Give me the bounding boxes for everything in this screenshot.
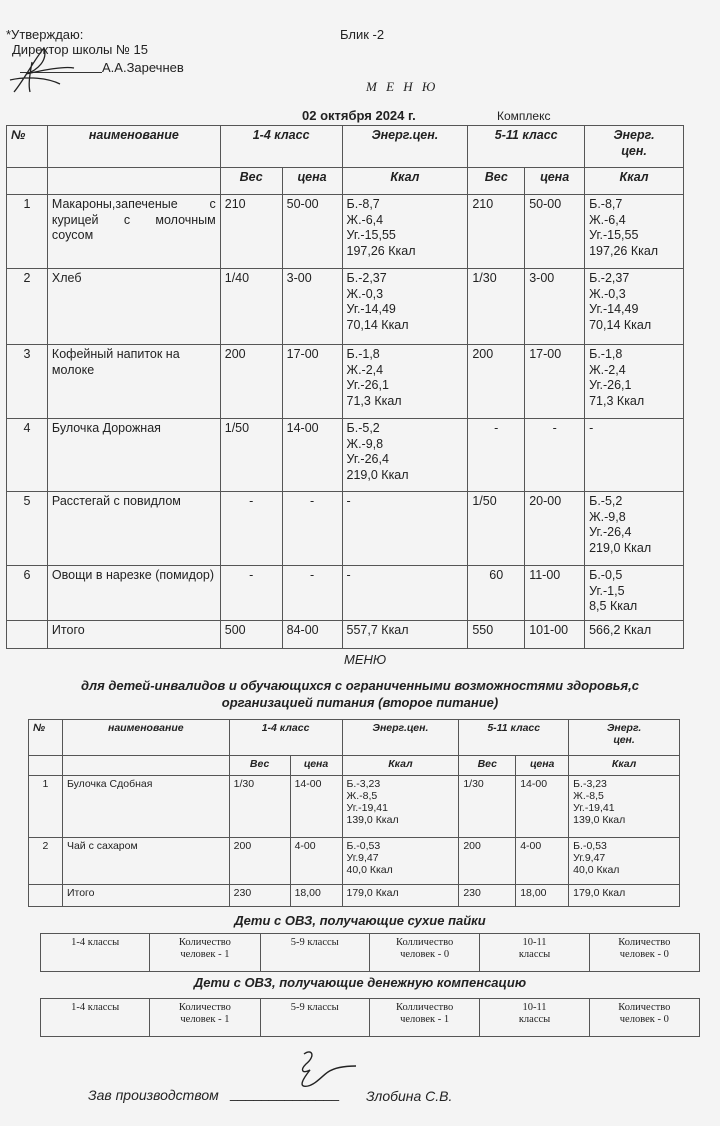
- price-1-4: 14-00: [282, 419, 342, 492]
- empty-cell: [7, 621, 48, 649]
- weight-1-4: -: [220, 566, 282, 621]
- col-header-energy2: Энерг. цен.: [585, 126, 684, 168]
- col-header-price2: цена: [525, 168, 585, 195]
- weight-5-11: 200: [459, 838, 516, 885]
- weight-1-4: -: [220, 492, 282, 566]
- col-header-no: №: [29, 720, 63, 756]
- dry-grade-5-9: 5-9 классы: [260, 934, 369, 972]
- ovz-menu-table: [28, 719, 680, 907]
- total-price-1-4: 18,00: [290, 885, 342, 907]
- energy-1-4: -: [342, 492, 468, 566]
- row-no: 6: [7, 566, 48, 621]
- col-header-energy1: Энерг.цен.: [342, 720, 459, 756]
- total-weight-1-4: 230: [229, 885, 290, 907]
- col-header-weight2: Вес: [468, 168, 525, 195]
- col-header-kcal1: Ккал: [342, 756, 459, 776]
- director-name: А.А.Заречнев: [102, 60, 184, 75]
- row-no: 4: [7, 419, 48, 492]
- section2-subtitle-2: организацией питания (второе питание): [221, 695, 499, 710]
- col-header-weight1: Вес: [229, 756, 290, 776]
- col-header-weight2: Вес: [459, 756, 516, 776]
- footer-name: Злобина С.В.: [366, 1088, 453, 1104]
- table-row: [29, 776, 680, 838]
- empty-cell: [7, 168, 48, 195]
- price-1-4: -: [282, 566, 342, 621]
- row-no: 5: [7, 492, 48, 566]
- col-header-price1: цена: [282, 168, 342, 195]
- weight-5-11: 1/30: [459, 776, 516, 838]
- weight-5-11: 1/30: [468, 269, 525, 345]
- energy-5-11: Б.-0,53 Уг.9,47 40,0 Ккал: [569, 838, 680, 885]
- production-head-signature: [282, 1046, 362, 1096]
- col-header-kcal2: Ккал: [569, 756, 680, 776]
- comp-count-1-4: Количество человек - 1: [150, 999, 260, 1037]
- energy-1-4: -: [342, 566, 468, 621]
- empty-cell: [47, 168, 220, 195]
- total-label: Итого: [47, 621, 220, 649]
- menu-title: М Е Н Ю: [366, 79, 439, 94]
- energy-1-4: Б.-5,2 Ж.-9,8 Уг.-26,4 219,0 Ккал: [342, 419, 468, 492]
- energy-5-11: Б.-8,7 Ж.-6,4 Уг.-15,55 197,26 Ккал: [585, 195, 684, 269]
- dry-grade-1-4: 1-4 классы: [41, 934, 150, 972]
- energy-1-4: Б.-0,53 Уг.9,47 40,0 Ккал: [342, 838, 459, 885]
- table-row: [7, 345, 684, 419]
- dish-name: Булочка Дорожная: [47, 419, 220, 492]
- weight-1-4: 1/40: [220, 269, 282, 345]
- dish-name: Хлеб: [47, 269, 220, 345]
- energy-1-4: Б.-1,8 Ж.-2,4 Уг.-26,1 71,3 Ккал: [342, 345, 468, 419]
- total-price-1-4: 84-00: [282, 621, 342, 649]
- energy-1-4: Б.-8,7 Ж.-6,4 Уг.-15,55 197,26 Ккал: [342, 195, 468, 269]
- price-5-11: 11-00: [525, 566, 585, 621]
- weight-5-11: 200: [468, 345, 525, 419]
- weight-1-4: 200: [229, 838, 290, 885]
- weight-1-4: 1/50: [220, 419, 282, 492]
- row-no: 1: [29, 776, 63, 838]
- col-header-no: №: [7, 126, 48, 168]
- price-5-11: 14-00: [516, 776, 569, 838]
- dish-name: Булочка Сдобная: [62, 776, 229, 838]
- weight-1-4: 200: [220, 345, 282, 419]
- total-row: [7, 621, 684, 649]
- table-row: [7, 492, 684, 566]
- dish-name: Овощи в нарезке (помидор): [47, 566, 220, 621]
- total-weight-5-11: 550: [468, 621, 525, 649]
- form-label: Блик -2: [340, 27, 385, 42]
- weight-5-11: 60: [468, 566, 525, 621]
- dry-rations-table: [40, 933, 700, 972]
- price-1-4: 17-00: [282, 345, 342, 419]
- total-row: [29, 885, 680, 907]
- table-row: [7, 195, 684, 269]
- comp-grade-1-4: 1-4 классы: [41, 999, 150, 1037]
- comp-grade-10-11: 10-11 классы: [480, 999, 589, 1037]
- price-1-4: 3-00: [282, 269, 342, 345]
- price-1-4: 4-00: [290, 838, 342, 885]
- total-energy-1-4: 179,0 Ккал: [342, 885, 459, 907]
- row-no: 3: [7, 345, 48, 419]
- energy-5-11: Б.-0,5 Уг.-1,5 8,5 Ккал: [585, 566, 684, 621]
- price-5-11: -: [525, 419, 585, 492]
- price-1-4: -: [282, 492, 342, 566]
- table-row: [29, 838, 680, 885]
- row-no: 2: [29, 838, 63, 885]
- compensation-table: [40, 998, 700, 1037]
- menu-date: 02 октября 2024 г.: [302, 108, 416, 123]
- dish-name: Макароны,запеченые с курицей с молочным соусом: [47, 195, 220, 269]
- price-1-4: 14-00: [290, 776, 342, 838]
- weight-5-11: 1/50: [468, 492, 525, 566]
- col-header-name: наименование: [62, 720, 229, 756]
- price-5-11: 20-00: [525, 492, 585, 566]
- energy-5-11: Б.-3,23 Ж.-8,5 Уг.-19,41 139,0 Ккал: [569, 776, 680, 838]
- energy-5-11: Б.-5,2 Ж.-9,8 Уг.-26,4 219,0 Ккал: [585, 492, 684, 566]
- dish-name: Кофейный напиток на молоке: [47, 345, 220, 419]
- energy-1-4: Б.-2,37 Ж.-0,3 Уг.-14,49 70,14 Ккал: [342, 269, 468, 345]
- footer-role: Зав производством: [88, 1087, 219, 1103]
- dry-grade-10-11: 10-11 классы: [480, 934, 589, 972]
- total-energy-1-4: 557,7 Ккал: [342, 621, 468, 649]
- col-header-weight1: Вес: [220, 168, 282, 195]
- weight-1-4: 210: [220, 195, 282, 269]
- col-header-kcal2: Ккал: [585, 168, 684, 195]
- dish-name: Чай с сахаром: [62, 838, 229, 885]
- empty-cell: [29, 756, 63, 776]
- col-header-energy1: Энерг.цен.: [342, 126, 468, 168]
- dry-rations-title: Дети с ОВЗ, получающие сухие пайки: [234, 913, 486, 928]
- director-label: Директор школы № 15: [12, 42, 149, 57]
- row-no: 2: [7, 269, 48, 345]
- row-no: 1: [7, 195, 48, 269]
- section2-subtitle-1: для детей-инвалидов и обучающихся с ограниченными возможностями здоровья,с: [80, 678, 640, 693]
- director-signature: [4, 40, 82, 98]
- weight-1-4: 1/30: [229, 776, 290, 838]
- table-row: [7, 419, 684, 492]
- col-header-name: наименование: [47, 126, 220, 168]
- col-header-grade2: 5-11 класс: [459, 720, 569, 756]
- price-5-11: 3-00: [525, 269, 585, 345]
- col-header-grade1: 1-4 класс: [220, 126, 342, 168]
- main-menu-table: [6, 125, 684, 649]
- weight-5-11: -: [468, 419, 525, 492]
- total-price-5-11: 101-00: [525, 621, 585, 649]
- energy-1-4: Б.-3,23 Ж.-8,5 Уг.-19,41 139,0 Ккал: [342, 776, 459, 838]
- table-row: [7, 566, 684, 621]
- col-header-energy2: Энерг. цен.: [569, 720, 680, 756]
- energy-5-11: -: [585, 419, 684, 492]
- weight-5-11: 210: [468, 195, 525, 269]
- footer-signature-line: ______________: [230, 1085, 340, 1101]
- dish-name: Расстегай с повидлом: [47, 492, 220, 566]
- section2-menu: МЕНЮ: [344, 652, 387, 667]
- comp-grade-5-9: 5-9 классы: [260, 999, 369, 1037]
- table-row: [7, 269, 684, 345]
- comp-count-5-9: Колличество человек - 1: [369, 999, 480, 1037]
- total-price-5-11: 18,00: [516, 885, 569, 907]
- col-header-price2: цена: [516, 756, 569, 776]
- approve-label: *Утверждаю:: [6, 27, 84, 42]
- total-weight-1-4: 500: [220, 621, 282, 649]
- complex-label: Комплекс: [497, 109, 551, 123]
- compensation-title: Дети с ОВЗ, получающие денежную компенсацию: [193, 975, 527, 990]
- total-energy-5-11: 179,0 Ккал: [569, 885, 680, 907]
- col-header-grade2: 5-11 класс: [468, 126, 585, 168]
- comp-count-10-11: Количество человек - 0: [589, 999, 699, 1037]
- empty-cell: [62, 756, 229, 776]
- price-5-11: 50-00: [525, 195, 585, 269]
- price-1-4: 50-00: [282, 195, 342, 269]
- energy-5-11: Б.-2,37 Ж.-0,3 Уг.-14,49 70,14 Ккал: [585, 269, 684, 345]
- total-weight-5-11: 230: [459, 885, 516, 907]
- total-energy-5-11: 566,2 Ккал: [585, 621, 684, 649]
- dry-count-10-11: Количество человек - 0: [589, 934, 699, 972]
- dry-count-5-9: Колличество человек - 0: [369, 934, 480, 972]
- price-5-11: 17-00: [525, 345, 585, 419]
- col-header-kcal1: Ккал: [342, 168, 468, 195]
- empty-cell: [29, 885, 63, 907]
- energy-5-11: Б.-1,8 Ж.-2,4 Уг.-26,1 71,3 Ккал: [585, 345, 684, 419]
- total-label: Итого: [62, 885, 229, 907]
- price-5-11: 4-00: [516, 838, 569, 885]
- col-header-price1: цена: [290, 756, 342, 776]
- col-header-grade1: 1-4 класс: [229, 720, 342, 756]
- dry-count-1-4: Количество человек - 1: [150, 934, 260, 972]
